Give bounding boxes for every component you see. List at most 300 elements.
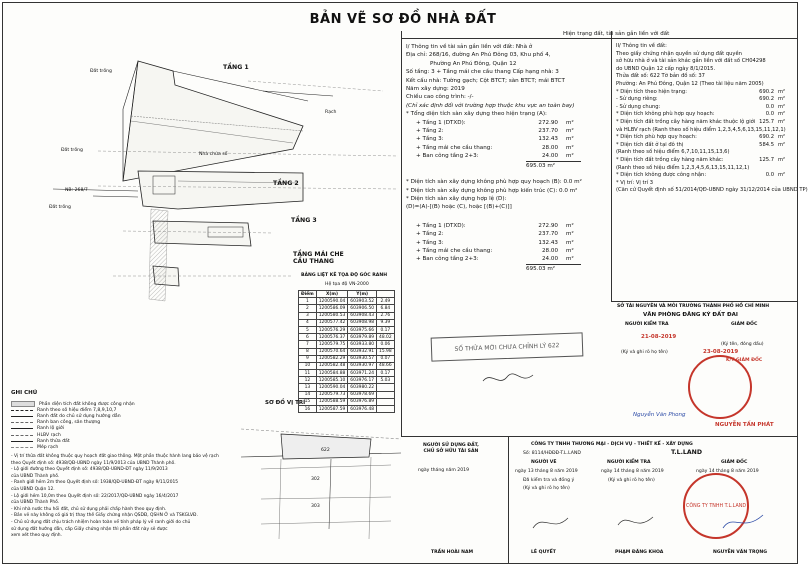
land-row [616,165,796,173]
land-label: (Căn cứ Quyết định số 51/2014/QĐ-UBND ngày 31/12/2014 của UBND TP) [616,187,808,194]
land-row [616,172,796,180]
note-line: - Lộ giới đường theo Quyết định số: 4938/QĐ-UBND-ĐT ngày 11/9/2013 [11,467,168,473]
coord-header-cell: Y(m) [348,291,377,298]
coord-cell: 48.66 [377,362,395,369]
footer-company-short: T.L.LAND [671,449,702,456]
alley-label: NB: 268/7 [65,188,88,193]
office-checker: NGƯỜI KIỂM TRA [625,322,669,327]
coord-row [299,298,395,305]
info-height: Chiều cao công trình: -/- [406,94,474,101]
land-value: 125.7 [759,118,774,125]
info-total-heading: * Tổng diện tích sàn xây dựng theo hiện trạng (A): [406,111,547,118]
coord-row [299,319,395,326]
coord-cell: 5.03 [377,377,395,384]
legend-label: Ranh theo số hiệu điểm 7,8,9,10,7 [37,407,117,413]
coord-cell [377,391,395,398]
land-label: (Ranh theo số hiệu điểm 1,2,3,4,5,6,13,15,11,12,1) [616,164,750,171]
land-value: 690.2 [759,88,774,95]
land-value [750,187,774,195]
land-value [750,149,774,157]
area-value: 237.70 [538,128,558,135]
coord-cell: 10 [299,362,317,369]
footer-name-c: NGUYỄN VĂN TRỌNG [713,550,767,555]
area-row [416,152,609,160]
area-unit: m² [566,239,574,246]
floor-1-plan [98,61,398,181]
legend-swatch [11,401,35,407]
info-year: Năm xây dựng: 2019 [406,86,465,93]
area-unit: m² [566,153,574,160]
land-label: * Diện tích đất trồng cây hàng năm khác thuộc lộ giới [616,118,756,125]
coord-cell: 603930.97 [348,362,377,369]
note-line: - Bản vẽ này không có giá trị thay thế Giấy chứng nhận QSDĐ, QSHN Ở và TSKGLVĐ. [11,513,198,519]
footer-checker: NGƯỜI KIỂM TRA [607,460,651,465]
land-unit [774,149,778,157]
land-unit: m² [778,156,786,163]
area-row [416,239,609,247]
parcel-302-label: 302 [311,477,320,482]
area-value: 237.70 [538,231,558,238]
area-label: + Tầng mái che cầu thang: [416,144,493,151]
coord-cell: 1200579.73 [316,391,348,398]
info-floors: Số tầng: 3 + Tầng mái che cầu thang Cấp hạng nhà: 3 [406,69,559,76]
area-value: 272.90 [538,119,558,126]
note-line: - Ranh giới hẻm 2m theo Quyết định số: 1938/QĐ-UBND-ĐT ngày 9/11/2015 [11,480,179,486]
coord-cell: 0.07 [377,355,395,362]
area-value: 28.00 [541,247,558,254]
coord-row [299,334,395,341]
coord-cell [377,398,395,405]
building-info [406,43,609,273]
coord-cell: 1200586.09 [316,305,348,312]
land-line-3: do UBND Quận 12 cấp ngày 8/1/2015. [616,65,716,72]
coord-cell: 603979.89 [348,334,377,341]
legend-swatch [11,416,33,417]
footer-col-divider [508,436,509,564]
legend-item [11,444,241,450]
area-row [416,255,609,263]
land-line-2: sở hữu nhà ở và tài sản khác gắn liền với đất số CH04298 [616,58,766,65]
coord-cell: 603906.50 [348,305,377,312]
footer-name-a: LÊ QUYẾT [531,550,556,555]
office-date-2: 23-08-2019 [703,349,739,355]
coord-cell: 603933.80 [348,341,377,348]
info-b-line: * Diện tích sàn xây dựng không phù hợp quy hoạch (B): 0.0 m² [406,179,582,186]
info-total-2-unit: m² [547,265,556,272]
area-label: + Tầng 1 (DTXD): [416,222,466,229]
office-name: VĂN PHÒNG ĐĂNG KÝ ĐẤT ĐAI [643,312,738,318]
area-row [416,127,609,135]
coord-cell: 603903.52 [348,298,377,305]
land-row [616,119,796,127]
land-value: 125.7 [759,156,774,163]
coord-cell: 1200590.04 [316,298,348,305]
coord-cell: 1 [299,298,317,305]
footer-rule [401,436,797,437]
note-line: theo Quyết định số: 4938/QĐ-UBND ngày 11/9/2013 của UBND Thành phố. [11,460,176,466]
coord-cell: 1200587.59 [316,406,348,413]
coord-cell: 0.17 [377,370,395,377]
info-total-value: 695.03 [526,162,546,169]
area-value: 28.00 [541,144,558,151]
office-signer-1: Nguyễn Văn Phong [633,412,686,418]
coord-cell: 4 [299,319,317,326]
coord-row [299,377,395,384]
coord-cell: 603930.57 [348,355,377,362]
land-label: * Diện tích không được công nhận: [616,172,707,179]
land-label: * Diện tích đất ở tại đô thị [616,141,684,148]
office-director: GIÁM ĐỐC [731,322,758,327]
land-info [616,43,808,195]
info-total-2-value: 695.03 [526,265,546,272]
center-divider [401,31,402,436]
note-line: - Chủ sử dụng đất chịu trách nhiệm hoàn toàn về tính pháp lý về ranh giới do chủ [11,519,191,525]
info-total-unit: m² [547,162,556,169]
land-label: (Ranh theo số hiệu điểm 6,7,10,11,15,13,6) [616,149,730,156]
coord-cell: 7 [299,341,317,348]
office-dept: SỞ TÀI NGUYÊN VÀ MÔI TRƯỜNG THÀNH PHỐ HỒ CHÍ MINH [617,304,770,309]
coord-cell: 1200582.29 [316,355,348,362]
area-label: + Tầng 3: [416,136,444,143]
footer-drawer: NGƯỜI VẼ [531,460,557,465]
coord-row [299,391,395,398]
legend-swatch [11,428,33,429]
legend-swatch [11,447,33,448]
coord-cell: 6.84 [377,305,395,312]
floor-2-plan [53,171,398,209]
office-seal-note: (Ký tên, đóng dấu) [721,342,764,347]
coord-cell: 1200577.42 [316,319,348,326]
land-value [750,165,774,173]
land-unit: m² [778,141,786,148]
area-row [416,119,609,127]
coord-cell: 603976.48 [348,406,377,413]
coord-row [299,348,395,355]
coord-cell: 1200570.64 [316,348,348,355]
land-label: * Diện tích phù hợp quy hoạch: [616,134,697,141]
land-line-1: Theo giấy chứng nhận quyền sử dụng đất quyền [616,50,742,57]
coord-cell: 5 [299,326,317,333]
area-value: 132.43 [538,136,558,143]
legend-swatch [11,410,33,411]
land-label: * Vị trí: Vị trí 3 [616,179,654,186]
land-unit: m² [778,111,786,118]
coord-header-cell [377,291,395,298]
info-area-rows [406,119,609,161]
area-unit: m² [566,231,574,238]
parcel-622-label: 622 [321,448,330,453]
coord-cell [377,384,395,391]
info-valid-area-rows [406,222,609,264]
legend-label: Phần diện tích đất không được công nhận [39,401,135,407]
legend-label: HLBV rạch [37,432,61,438]
area-label: + Tầng 2: [416,231,444,238]
coord-cell: 1200584.88 [316,370,348,377]
legend-label: Ranh thửa đất [37,438,70,444]
footer-name-b: PHẠM ĐĂNG KHOA [615,550,664,555]
coord-cell: 1200582.48 [316,362,348,369]
office-deputy: K/T GIÁM ĐỐC [726,358,763,363]
coord-cell: 1200579.75 [316,341,348,348]
land-value: 690.2 [759,134,774,141]
footer-date-b: ngày 14 tháng 8 năm 2019 [601,469,664,474]
stairs-label: Nhà chứa sổ [199,152,228,157]
coord-cell: 12 [299,377,317,384]
footer-sign-note-b: (Ký và ghi rõ họ tên) [608,478,655,483]
coord-cell: 603908.43 [348,312,377,319]
land-unit: m² [778,96,786,103]
note-line: - Vị trí thửa đất không thuộc quy hoạch đất giao thông. Một phần thuộc hành lang bảo vệ rạch [11,454,219,459]
coord-cell: 603908.98 [348,319,377,326]
coord-cell: 2.76 [377,312,395,319]
coord-cell: 2 [299,305,317,312]
area-unit: m² [566,144,574,151]
coord-cell: 603980.22 [348,384,377,391]
coord-cell: 1200585.10 [316,377,348,384]
office-date-1: 21-08-2019 [641,334,677,340]
land-area-rows [616,88,808,195]
land-value: 0.0 [765,111,774,118]
coord-cell: 603978.69 [348,391,377,398]
area-value: 24.00 [541,256,558,263]
area-unit: m² [566,222,574,229]
floor-3-plan [123,221,273,246]
land-unit [774,165,778,173]
coord-row [299,384,395,391]
legend-swatch [11,435,33,436]
land-unit: m² [778,118,786,125]
area-row [416,247,609,255]
footer-owner-name: TRẦN HOÀI NAM [431,550,474,555]
coord-cell: 603976.17 [348,377,377,384]
legend-title: GHI CHÚ [11,390,38,396]
location-map [241,409,401,549]
land-heading: II/ Thông tin về đất: [616,43,667,49]
info-structure: Kết cấu nhà: Tường gạch; Cột BTCT; sàn BTCT; mái BTCT [406,77,565,84]
area-value: 132.43 [538,239,558,246]
coord-table [298,290,395,413]
coord-table-subtitle: Hệ tọa độ VN-2000 [325,282,369,287]
coord-cell: 3 [299,312,317,319]
area-row [416,222,609,230]
legend-label: Ranh ban công, sân thượng [37,420,101,426]
info-hlbv-note: (Chỉ xác định đối với trường hợp thuộc khu vực an toàn bay) [406,102,575,109]
land-row [616,96,796,104]
parcel-303-label: 303 [311,504,320,509]
footer-owner-title: NGƯỜI SỬ DỤNG ĐẤT, CHỦ SỞ HỮU TÀI SẢN [423,443,479,454]
land-value: 584.5 [759,141,774,148]
coord-cell: 15.98 [377,348,395,355]
land-value: 690.2 [759,96,774,103]
floor-2-label: TẦNG 2 [273,180,299,187]
document-title: BẢN VẼ SƠ ĐỒ NHÀ ĐẤT [309,12,497,27]
land-unit: m² [778,172,786,179]
coord-header-cell: Điểm [299,291,317,298]
coord-cell: 1200590.04 [316,384,348,391]
land-value: 0.0 [765,103,774,110]
land-label: * Diện tích đất trồng cây hàng năm khác: [616,156,724,163]
note-line: - Khi nhà nước thu hồi đất, chủ sử dụng phải chấp hành theo quy định. [11,506,167,512]
note-line: xem xét theo quy định. [11,533,62,539]
footer-date-a: ngày 13 tháng 8 năm 2019 [515,469,578,474]
coord-cell: 8 [299,348,317,355]
vacant-label-2: Đất trống [61,148,83,153]
coord-cell: 603971.24 [348,370,377,377]
legend-swatch [11,422,33,423]
coord-cell: 6 [299,334,317,341]
area-label: + Ban công tầng 2+3: [416,153,479,160]
vacant-label-1: Đất trống [90,69,112,74]
coord-header-cell: X(m) [316,291,348,298]
notes [11,454,236,540]
area-value: 272.90 [538,222,558,229]
land-parcel: Thửa đất số: 622 Tờ bản đồ số: 37 [616,73,705,80]
canal-label: Rạch [325,110,337,115]
info-address-1: Địa chỉ: 268/16, đường An Phú Đông 03, Khu phố 4, [406,52,551,59]
footer-confirm: Đã kiểm tra và đồng ý [523,478,575,483]
coord-cell: 9.39 [377,319,395,326]
land-value [750,127,774,135]
coord-row [299,370,395,377]
legend [11,401,241,451]
coord-cell: 0.06 [377,341,395,348]
coord-cell: 13 [299,384,317,391]
coord-cell: 11 [299,370,317,377]
legend-label: Mép rạch [37,444,59,450]
area-unit: m² [566,256,574,263]
note-line: - Lộ giới hẻm 10,0m theo Quyết định số: 22/2017/QĐ-UBND ngày 16/4/2017 [11,493,179,499]
land-value: 0.0 [765,172,774,179]
info-address-2: Phường An Phú Đông, Quận 12 [430,60,517,67]
legend-swatch [11,441,33,442]
area-label: + Ban công tầng 2+3: [416,256,479,263]
footer-company-note: Số: 8114/HĐĐĐ-T.L.LAND [523,451,581,456]
coord-cell: 603975.66 [348,326,377,333]
coord-row [299,341,395,348]
coord-cell: 2.49 [377,298,395,305]
info-d-formula: (D)=(A)-[(B) hoặc (C), hoặc [(B)+(C)]] [406,204,512,211]
roof-plan [113,266,293,286]
land-row [616,157,796,165]
area-unit: m² [566,119,574,126]
land-unit: m² [778,103,786,110]
legend-label: Ranh lộ giới [37,426,65,432]
land-label: - Sử dụng riêng: [616,96,658,103]
location-map-title: SƠ ĐỒ VỊ TRÍ [265,400,306,406]
coord-cell: 0.17 [377,326,395,333]
parcel-update-stamp: SỐ THỬA MỚI CHƯA CHỈNH LÝ 622 [431,332,584,361]
coord-cell: 1200580.53 [316,312,348,319]
land-unit: m² [778,134,786,141]
footer-signatures [523,503,793,543]
info-c-line: * Diện tích sàn xây dựng không phù hợp kiến trúc (C): 0.0 m² [406,187,578,194]
coord-cell: 603932.91 [348,348,377,355]
land-unit: m² [778,88,786,95]
area-unit: m² [566,136,574,143]
vacant-label-3: Đất trống [49,205,71,210]
land-unit [774,127,778,135]
land-row [616,127,796,135]
land-row [616,187,808,195]
area-label: + Tầng 3: [416,239,444,246]
info-heading: I/ Thông tin về tài sản gắn liền với đất: Nhà ở [406,44,533,50]
area-label: + Tầng mái che cầu thang: [416,247,493,254]
info-total [526,161,581,170]
office-rule [611,301,797,302]
coord-cell: 603976.89 [348,398,377,405]
area-unit: m² [566,247,574,254]
area-value: 24.00 [541,153,558,160]
area-row [416,135,609,143]
note-line: của UBND Thành Phố. [11,500,60,506]
coord-row [299,326,395,333]
land-ward: Phường: An Phú Đông, Quận 12 (Theo tài liệu năm 2005) [616,80,764,87]
footer-company: CÔNG TY TNHH THƯƠNG MẠI - DỊCH VỤ - THIẾT KẾ - XÂY DỰNG [531,442,693,447]
info-total-2 [526,264,581,273]
right-divider [611,31,612,301]
coord-row [299,355,395,362]
floor-3-label: TẦNG 3 [291,217,317,224]
info-d-heading: * Diện tích sàn xây dựng hợp lệ (D): [406,195,507,202]
area-row [416,230,609,238]
coord-cell: 9 [299,355,317,362]
header-right-label: Hiện trạng đất, tài sản gắn liền với đất [563,31,670,37]
land-label: - Sử dụng chung: [616,103,661,110]
legend-label: Ranh đất do chủ sử dụng hướng dẫn [37,413,121,419]
coord-table-title: BẢNG LIỆT KÊ TỌA ĐỘ GÓC RANH [301,273,388,278]
coord-cell: 1200588.59 [316,398,348,405]
note-line: sử dụng đất hướng dẫn, cấp Giấy chứng nhận thì phần đất này sẽ được [11,526,168,532]
land-label: và HLBV rạch (Ranh theo số hiệu điểm 1,2,3,4,5,6,13,15,11,12,1) [616,126,786,133]
coord-cell: 16 [299,406,317,413]
coord-cell: 1200576.29 [316,326,348,333]
land-row [616,134,796,142]
land-row [616,149,796,157]
coord-row [299,398,395,405]
area-row [416,144,609,152]
coord-row [299,305,395,312]
coord-row [299,362,395,369]
footer-date-c: ngày 14 tháng 8 năm 2019 [696,469,759,474]
area-unit: m² [566,128,574,135]
land-label: * Diện tích theo hiện trạng: [616,88,687,95]
company-seal-text: CÔNG TY TNHH T.L.LAND [685,503,747,509]
land-label: * Diện tích không phù hợp quy hoạch: [616,111,715,118]
land-row [616,111,796,119]
roof-label: TẦNG MÁI CHE CẦU THANG [293,251,344,266]
coord-cell: 48.02 [377,334,395,341]
floor-1-label: TẦNG 1 [223,64,249,71]
note-line: của UBND Thành phố. [11,473,60,479]
footer-sign-note-a: (Ký và ghi rõ họ tên) [523,486,570,491]
footer-director: GIÁM ĐỐC [721,460,748,465]
signature-scribble [481,369,541,389]
office-sign-note: (Ký và ghi rõ họ tên) [621,350,668,355]
note-line: của UBND Quận 12. [11,486,55,492]
header-rule [401,38,797,39]
document-sheet [2,2,808,564]
office-signer-2: NGUYỄN TẤN PHÁT [715,422,774,428]
footer-owner-date: ngày tháng năm 2019 [418,468,469,473]
coord-cell: 15 [299,398,317,405]
area-label: + Tầng 1 (DTXD): [416,119,466,126]
land-unit [774,187,778,195]
area-label: + Tầng 2: [416,128,444,135]
office-seal-stamp [688,355,752,419]
coord-row [299,312,395,319]
coord-cell: 14 [299,391,317,398]
coord-cell: 1200576.37 [316,334,348,341]
